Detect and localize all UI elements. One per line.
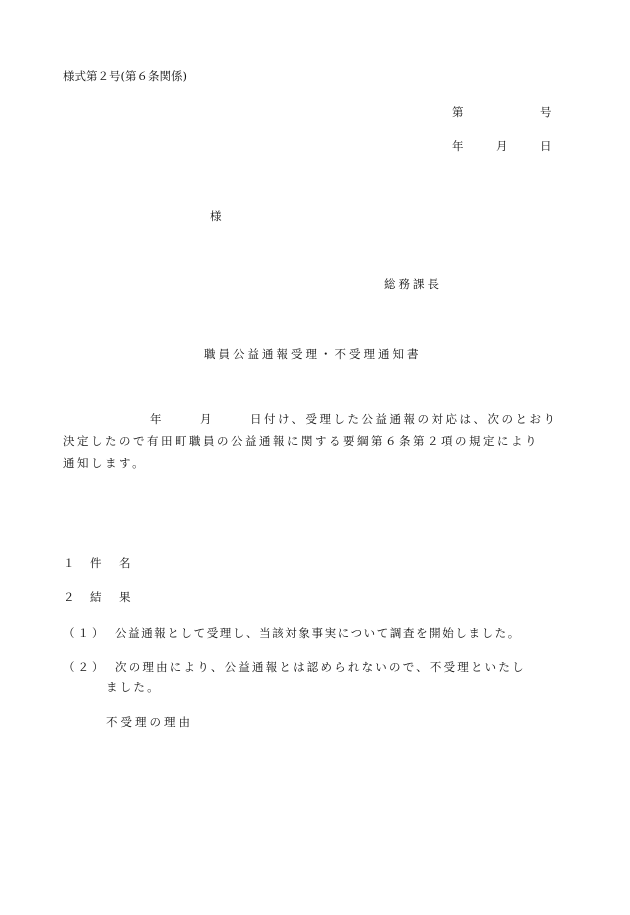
form-number: 様式第２号(第６条関係) (63, 69, 187, 83)
body-paragraph (63, 408, 578, 474)
body-line-1 (63, 408, 578, 430)
reason-label: 不受理の理由 (106, 715, 193, 729)
addressee-honorific: 様 (210, 209, 222, 223)
number-label-go: 号 (540, 105, 552, 119)
date-day: 日 (540, 139, 552, 153)
body-line-3: 通知します。 (63, 456, 147, 470)
option-2-text-line-2: ました。 (106, 680, 161, 694)
option-2-number: （２） (63, 660, 107, 674)
body-line-1-rest: 日付け、受理した公益通報の対応は、次のとおり (250, 412, 558, 426)
number-label-dai: 第 (452, 105, 464, 119)
item-1-label: 件 名 (90, 556, 134, 570)
item-2-label: 結 果 (90, 590, 134, 604)
body-year: 年 (150, 412, 164, 426)
option-1-number: （１） (63, 626, 107, 640)
item-2-number: ２ (63, 590, 75, 604)
item-1-number: １ (63, 556, 75, 570)
sender-title: 総務課長 (384, 277, 442, 291)
body-line-2: 決定したので有田町職員の公益通報に関する要綱第６条第２項の規定により (63, 434, 539, 448)
date-month: 月 (496, 139, 508, 153)
date-year: 年 (452, 139, 464, 153)
option-2-text-line-1: 次の理由により、公益通報とは認められないので、不受理といたし (115, 660, 526, 674)
option-1-text: 公益通報として受理し、当該対象事実について調査を開始しました。 (115, 626, 521, 640)
body-month: 月 (200, 412, 214, 426)
document-title: 職員公益通報受理・不受理通知書 (204, 347, 422, 361)
